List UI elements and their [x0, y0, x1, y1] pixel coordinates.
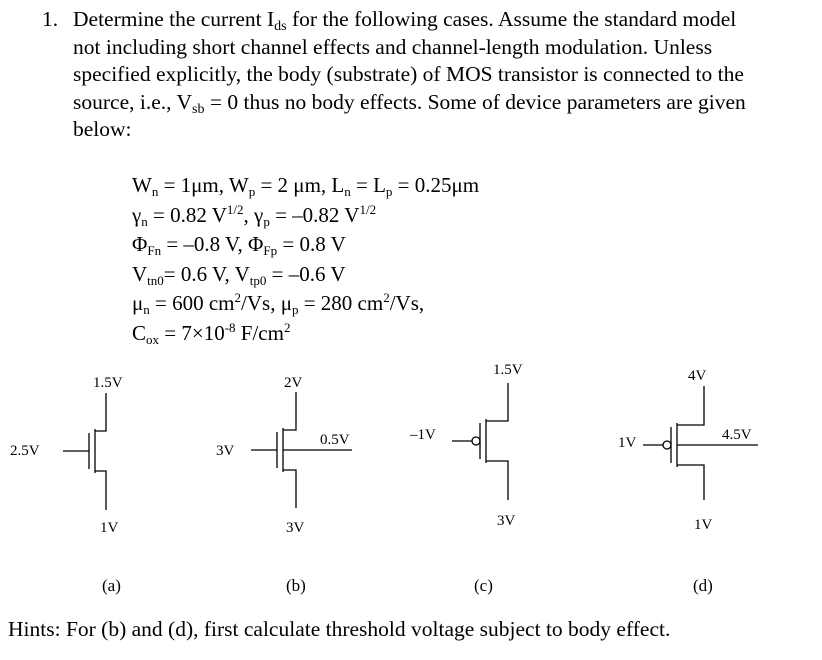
- circuit-d-caption: (d): [693, 576, 713, 595]
- circuit-b-gate-voltage: 3V: [216, 443, 235, 459]
- circuit-a-gate-voltage: 2.5V: [10, 443, 40, 459]
- param-line-mobility: $\mu_n = 600$ $cm^2/Vs$, $\mu_p = 280$ $cm^2/Vs$,: [132, 290, 425, 318]
- circuit-b-body-voltage: 0.5V: [320, 432, 350, 448]
- circuit-a-drain-voltage: 1.5V: [93, 375, 123, 391]
- circuit-b-drain-voltage: 2V: [284, 375, 303, 391]
- circuit-d-gate-voltage: 1V: [618, 435, 637, 451]
- circuit-b-source-voltage: 3V: [286, 520, 305, 536]
- param-line-cox: $C_{ox} = 7\times 10^{-8}$ $F/cm^2$: [132, 319, 291, 347]
- circuit-b-caption: (b): [286, 576, 306, 595]
- param-line-phi: $\Phi_{Fn} = -0.8$ V, $\Phi_{Fp} = 0.8$ V: [132, 232, 346, 259]
- circuit-d-body-voltage: 4.5V: [722, 427, 752, 443]
- circuit-c-gate-voltage: –1V: [410, 427, 436, 443]
- circuit-a-source-voltage: 1V: [100, 520, 119, 536]
- circuit-diagrams: [0, 340, 822, 610]
- question-text: [42, 6, 762, 144]
- circuit-d-drain-voltage: 1V: [694, 517, 713, 533]
- circuit-c-caption: (c): [474, 576, 493, 595]
- circuit-c-source-voltage: 1.5V: [493, 362, 523, 378]
- pmos-transistor-c: [452, 383, 508, 500]
- nmos-transistor-b: [251, 392, 352, 508]
- hint-text: Hints: For (b) and (d), first calculate threshold voltage subject to body effect.: [8, 617, 671, 641]
- question-number: 1.: [42, 7, 59, 31]
- circuit-c-drain-voltage: 3V: [497, 513, 516, 529]
- device-parameters: [132, 171, 479, 349]
- param-line-dimensions: $W_n = 1\mu m$, $W_p = 2$ μm, $L_n = L_p = 0.25\mu m$: [132, 173, 480, 199]
- param-line-vt: $V_{tn0}= 0.6$ V, $V_{tp0} = -0.6$ V: [132, 261, 346, 288]
- param-line-gamma: $\gamma_n = 0.82$ $V^{1/2}$, $\gamma_p = -0.82$ $V^{1/2}$: [132, 201, 377, 229]
- question-body: Determine the current $I_{ds}$ for the following cases. Assume the standard model not including short channel effects and channel-length modulation. Unless specified explicitly, the body (substrate) of MOS transistor is connected to the source, i.e., $V_{sb} = 0$ thus no body effects. Some of device parameters are given below:: [73, 7, 746, 141]
- circuit-a-caption: (a): [102, 576, 121, 595]
- nmos-transistor-a: [63, 393, 106, 510]
- circuit-d-source-voltage: 4V: [688, 368, 707, 384]
